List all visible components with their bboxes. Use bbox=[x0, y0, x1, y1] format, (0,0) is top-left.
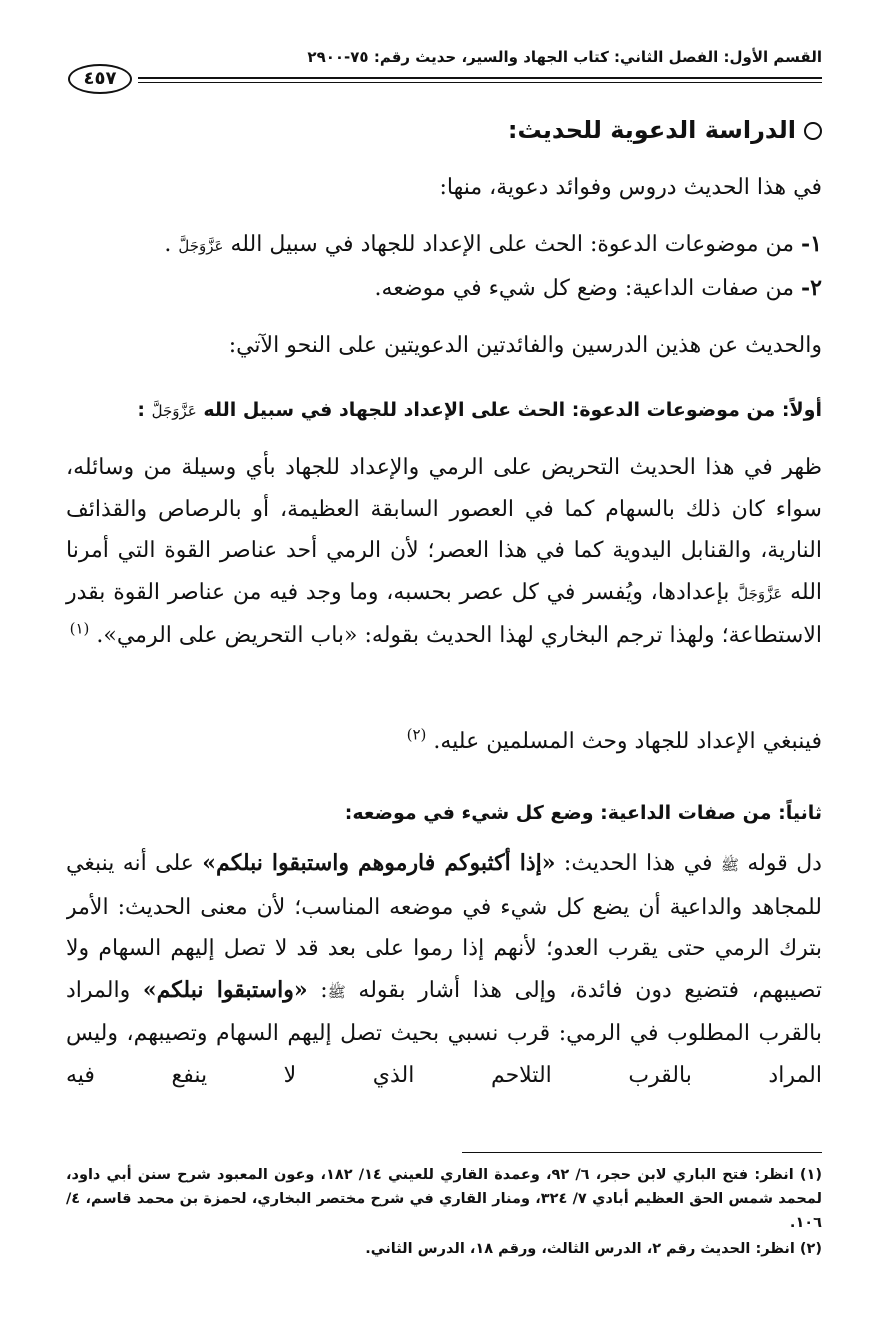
honorific: عَزَّوَجَلَّ bbox=[178, 237, 224, 255]
section-summary: والحديث عن هذين الدرسين والفائدتين الدعويتين على النحو الآتي: bbox=[228, 333, 822, 358]
page-number: ٤٥٧ bbox=[68, 64, 132, 94]
body-paragraph bbox=[66, 722, 822, 762]
paragraph-text: على أنه ينبغي للمجاهد والداعية أن يضع كل شيء في موضعه المناسب؛ لأن معنى الحديث: الأمر بترك الرمي حتى يقرب العدو؛ لأنهم إذا رموا على بعد قد لا تصل إليهم السهام ولا تصيبهم، فتضيع دون فائدة، وإلى هذا أشار بقوله bbox=[66, 851, 822, 1003]
list-item-text: من موضوعات الدعوة: الحث على الإعداد للجهاد في سبيل الله bbox=[230, 232, 795, 257]
list-item bbox=[66, 270, 822, 307]
list-item-number: ١- bbox=[801, 231, 822, 257]
footnote: (١) انظر: فتح الباري لابن حجر، ٦/ ٩٢، وعمدة القاري للعيني ١٤/ ١٨٢، وعون المعبود شرح سنن أبي داود، لمحمد شمس الحق العظيم أبادي ٧/ ٣٢٤، ومنار القاري في شرح مختصر البخاري، لحمزة بن محمد قاسم، ٤/ ١٠٦. bbox=[66, 1167, 822, 1231]
honorific: عَزَّوَجَلَّ bbox=[737, 584, 783, 603]
salawat-mark: ﷺ bbox=[327, 982, 346, 1001]
section-title bbox=[66, 112, 822, 148]
hadith-quote: «واستبقوا نبلكم» bbox=[142, 976, 308, 1003]
footnote-rule bbox=[462, 1152, 822, 1153]
section-title-text: الدراسة الدعوية للحديث: bbox=[507, 116, 796, 144]
footnotes bbox=[66, 1163, 822, 1263]
section-intro: في هذا الحديث دروس وفوائد دعوية، منها: bbox=[439, 175, 822, 200]
paragraph-text: فينبغي الإعداد للجهاد وحث المسلمين عليه. bbox=[433, 729, 822, 754]
paragraph-text: والمراد بالقرب المطلوب في الرمي: قرب نسبي بحيث تصل إليهم السهام وتصيبهم، وليس المراد بالقرب التلاحم الذي لا ينفع فيه bbox=[66, 977, 822, 1088]
body-paragraph: دل قوله ﷺ في هذا الحديث: «إذا أكثبوكم فارموهم واستبقوا نبلكم» على أنه ينبغي للمجاهد والداعية أن يضع كل شيء في موضعه المناسب؛ لأن معنى الحديث: الأمر بترك الرمي حتى يقرب العدو؛ لأنهم إذا رموا على بعد قد لا تصل إليهم السهام ولا تصيبهم، فتضيع دون فائدة، وإلى هذا أشار بقوله ﷺ: «واستبقوا نبلكم» والمراد بالقرب المطلوب في الرمي: قرب نسبي بحيث تصل إليهم السهام وتصيبهم، وليس المراد بالقرب التلاحم الذي لا ينفع فيه bbox=[66, 850, 822, 1088]
footnote: (٢) انظر: الحديث رقم ٢، الدرس الثالث، ورقم ١٨، الدرس الثاني. bbox=[365, 1241, 822, 1257]
footnote-ref[interactable]: (٢) bbox=[406, 725, 427, 744]
paragraph-text: في هذا الحديث: bbox=[563, 851, 713, 876]
running-header: القسم الأول: الفصل الثاني: كتاب الجهاد والسير، حديث رقم: ٧٥-٢٩٠٠ bbox=[307, 48, 822, 66]
list-item-number: ٢- bbox=[801, 275, 822, 301]
paragraph-text: دل قوله bbox=[747, 851, 822, 876]
footnote-ref[interactable]: (١) bbox=[69, 619, 90, 638]
subheading-end: : bbox=[137, 399, 146, 421]
honorific: عَزَّوَجَلَّ bbox=[151, 402, 197, 420]
list-item-end: . bbox=[164, 232, 172, 257]
subheading-first bbox=[66, 393, 822, 428]
salawat-mark: ﷺ bbox=[720, 856, 740, 874]
subheading-second: ثانياً: من صفات الداعية: وضع كل شيء في موضعه: bbox=[344, 802, 822, 824]
paragraph-text: ظهر في هذا الحديث التحريض على الرمي والإعداد للجهاد بأي وسيلة من وسائله، سواء كان ذلك بالسهام كما في العصور السابقة العظيمة، أو بالرصاص والقذائف النارية، والقنابل اليدوية كما في هذا العصر؛ لأن الرمي أحد عناصر القوة التي أمرنا الله bbox=[66, 455, 823, 605]
paragraph-text: بإعدادها، ويُفسر في كل عصر بحسبه، وما وجد فيه من عناصر القوة بقدر الاستطاعة؛ ولهذا ترجم البخاري لهذا الحديث بقوله: «باب التحريض على الرمي». bbox=[66, 579, 822, 648]
body-paragraph bbox=[66, 447, 822, 657]
list-item-text: من صفات الداعية: وضع كل شيء في موضعه. bbox=[374, 276, 795, 301]
list-item bbox=[66, 226, 822, 264]
subheading-text: أولاً: من موضوعات الدعوة: الحث على الإعداد للجهاد في سبيل الله bbox=[203, 399, 822, 421]
header-rule bbox=[138, 77, 822, 79]
header-rule-thin bbox=[138, 82, 822, 83]
circle-bullet-icon bbox=[804, 122, 822, 140]
hadith-quote: «إذا أكثبوكم فارموهم واستبقوا نبلكم» bbox=[202, 850, 556, 876]
